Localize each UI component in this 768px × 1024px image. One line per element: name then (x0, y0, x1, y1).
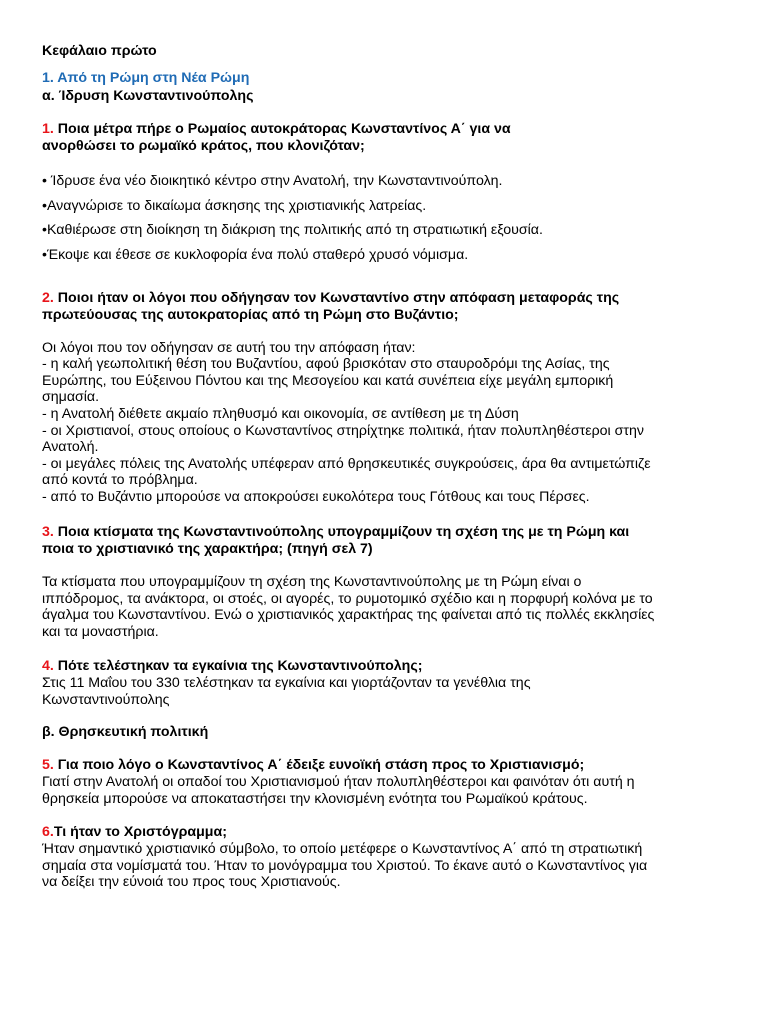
question-5-number: 5. (42, 757, 54, 773)
question-1-line-1: 1. Ποια μέτρα πήρε ο Ρωμαίος αυτοκράτορας Κωνσταντίνος Α΄ για να (42, 121, 511, 137)
answer-2-line-8: - οι μεγάλες πόλεις της Ανατολής υπέφεραν από θρησκευτικές συγκρούσεις, άρα θα αντιμετώπιζε (42, 456, 651, 472)
answer-1-bullet-2: •Αναγνώρισε το δικαίωμα άσκησης της χριστιανικής λατρείας. (42, 198, 427, 214)
chapter-heading: Κεφάλαιο πρώτο (42, 43, 157, 59)
question-5-line-1: 5. Για ποιο λόγο ο Κωνσταντίνος Α΄ έδειξε ευνοϊκή στάση προς το Χριστιανισμό; (42, 757, 585, 773)
answer-5-line-2: θρησκεία μπορούσε να αποκαταστήσει την κλονισμένη ενότητα του Ρωμαϊκού κράτους. (42, 791, 588, 807)
answer-2-line-10: - από το Βυζάντιο μπορούσε να αποκρούσει ευκολότερα τους Γότθους και τους Πέρσες. (42, 489, 590, 505)
question-2-line-1: 2. Ποιοι ήταν οι λόγοι που οδήγησαν τον Κωνσταντίνο στην απόφαση μεταφοράς της (42, 290, 620, 306)
answer-3-line-4: και τα μοναστήρια. (42, 624, 159, 640)
question-6-line-1: 6.Τι ήταν το Χριστόγραμμα; (42, 824, 227, 840)
answer-3-line-2: ιππόδρομος, τα ανάκτορα, οι στοές, οι αγορές, το ρυμοτομικό σχέδιο και η πορφυρή κολόνα με το (42, 591, 653, 607)
answer-6-line-2: σημαία στα νομίσματά του. Ήταν το μονόγραμμα του Χριστού. Το έκανε αυτό ο Κωνσταντίνος για (42, 858, 648, 874)
question-1-line-2: ανορθώσει το ρωμαϊκό κράτος, που κλονιζόταν; (42, 138, 365, 154)
question-3-line-1: 3. Ποια κτίσματα της Κωνσταντινούπολης υπογραμμίζουν τη σχέση της με τη Ρώμη και (42, 524, 630, 540)
answer-6-line-1: Ήταν σημαντικό χριστιανικό σύμβολο, το οποίο μετέφερε ο Κωνσταντίνος Α΄ από τη στρατιωτική (42, 841, 643, 857)
answer-1-bullet-4: •Έκοψε και έθεσε σε κυκλοφορία ένα πολύ σταθερό χρυσό νόμισμα. (42, 247, 469, 263)
answer-2-line-2: - η καλή γεωπολιτική θέση του Βυζαντίου, αφού βρισκόταν στο σταυροδρόμι της Ασίας, της (42, 356, 610, 372)
question-2-line-2: πρωτεύουσας της αυτοκρατορίας από τη Ρώμη στο Βυζάντιο; (42, 307, 459, 323)
question-1-number: 1. (42, 121, 54, 137)
answer-1-bullet-3: •Καθιέρωσε στη διοίκηση τη διάκριση της πολιτικής από τη στρατιωτική εξουσία. (42, 222, 543, 238)
answer-2-line-1: Οι λόγοι που τον οδήγησαν σε αυτή του την απόφαση ήταν: (42, 340, 416, 356)
question-4-line-1: 4. Πότε τελέστηκαν τα εγκαίνια της Κωνσταντινούπολης; (42, 658, 423, 674)
answer-2-line-4: σημασία. (42, 389, 100, 405)
answer-2-line-7: Ανατολή. (42, 439, 99, 455)
answer-2-line-3: Ευρώπης, του Εύξεινου Πόντου και της Μεσογείου και κατά συνέπεια είχε μεγάλη εμπορική (42, 373, 614, 389)
answer-2-line-6: - οι Χριστιανοί, στους οποίους ο Κωνσταντίνος στηρίχτηκε πολιτικά, ήταν πολυπληθέστεροι στην (42, 423, 644, 439)
answer-4-line-1: Στις 11 Μαΐου του 330 τελέστηκαν τα εγκαίνια και γιορτάζονταν τα γενέθλια της (42, 675, 531, 691)
question-3-line-2: ποια το χριστιανικό της χαρακτήρα; (πηγή σελ 7) (42, 541, 373, 557)
answer-1-bullet-1: • Ίδρυσε ένα νέο διοικητικό κέντρο στην Ανατολή, την Κωνσταντινούπολη. (42, 173, 503, 189)
answer-5-line-1: Γιατί στην Ανατολή οι οπαδοί του Χριστιανισμού ήταν πολυπληθέστεροι και φαινόταν ότι αυτή η (42, 774, 635, 790)
subsection-b-title: β. Θρησκευτική πολιτική (42, 724, 209, 740)
answer-2-line-9: από κοντά το πρόβλημα. (42, 472, 198, 488)
question-4-number: 4. (42, 658, 54, 674)
answer-6-line-3: να δείξει την εύνοιά του προς τους Χριστιανούς. (42, 874, 341, 890)
section-title: 1. Από τη Ρώμη στη Νέα Ρώμη (42, 70, 250, 86)
answer-2-line-5: - η Ανατολή διέθετε ακμαίο πληθυσμό και οικονομία, σε αντίθεση με τη Δύση (42, 406, 519, 422)
answer-3-line-3: άγαλμα του Κωνσταντίνου. Ενώ ο χριστιανικός χαρακτήρας της φαίνεται από τις πολλές εκκλησίες (42, 607, 655, 623)
answer-3-line-1: Τα κτίσματα που υπογραμμίζουν τη σχέση της Κωνσταντινούπολης με τη Ρώμη είναι ο (42, 574, 582, 590)
subsection-a-title: α. Ίδρυση Κωνσταντινούπολης (42, 88, 254, 104)
question-2-number: 2. (42, 290, 54, 306)
question-3-number: 3. (42, 524, 54, 540)
answer-4-line-2: Κωνσταντινούπολης (42, 692, 170, 708)
question-6-number: 6. (42, 824, 54, 840)
